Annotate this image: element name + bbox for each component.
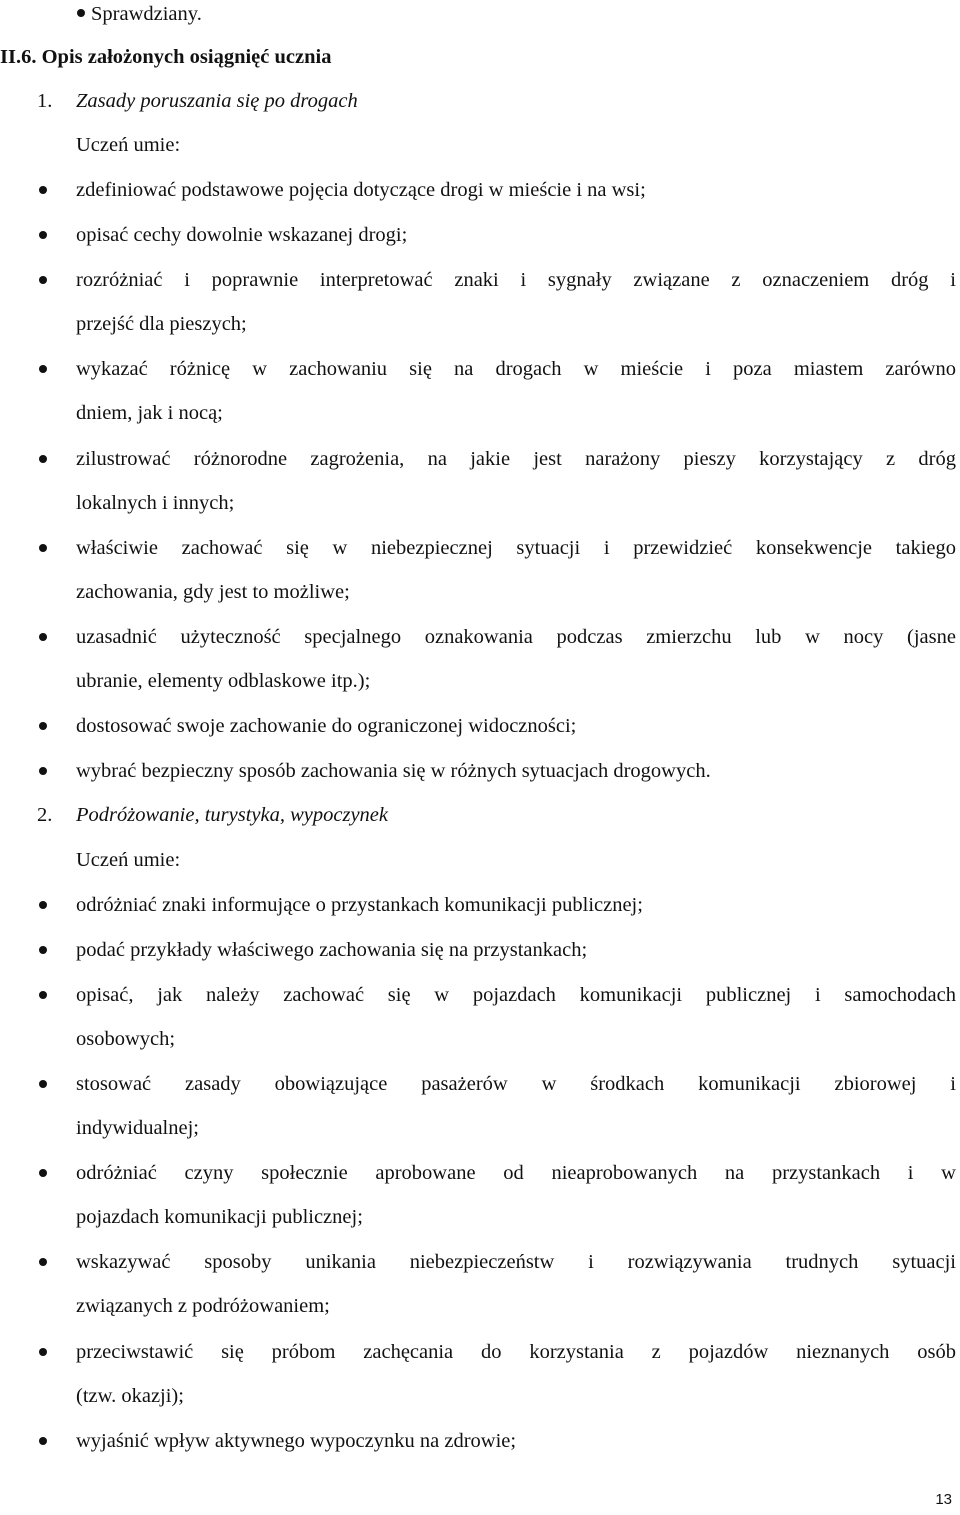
bullet-icon bbox=[39, 1348, 47, 1356]
list-item-continuation: pojazdach komunikacji publicznej; bbox=[76, 1206, 363, 1228]
bullet-icon bbox=[39, 544, 47, 552]
list-item: uzasadnić użyteczność specjalnego oznakowania podczas zmierzchu lub w nocy (jasne bbox=[76, 626, 956, 648]
bullet-icon bbox=[39, 901, 47, 909]
part2-title: Podróżowanie, turystyka, wypoczynek bbox=[76, 804, 388, 826]
list-item: dostosować swoje zachowanie do ograniczonej widoczności; bbox=[76, 715, 577, 737]
list-item: zilustrować różnorodne zagrożenia, na jakie jest narażony pieszy korzystający z dróg bbox=[76, 448, 956, 470]
list-item: wskazywać sposoby unikania niebezpieczeństw i rozwiązywania trudnych sytuacji bbox=[76, 1251, 956, 1273]
list-item-continuation: związanych z podróżowaniem; bbox=[76, 1295, 330, 1317]
bullet-icon bbox=[39, 365, 47, 373]
list-item-continuation: przejść dla pieszych; bbox=[76, 313, 247, 335]
bullet-icon bbox=[39, 722, 47, 730]
section-number: II.6. bbox=[0, 46, 37, 68]
list-item: stosować zasady obowiązujące pasażerów w środkach komunikacji zbiorowej i bbox=[76, 1073, 956, 1095]
bullet-icon bbox=[39, 1437, 47, 1445]
bullet-icon bbox=[39, 276, 47, 284]
part1-number: 1. bbox=[37, 90, 53, 112]
list-item: właściwie zachować się w niebezpiecznej sytuacji i przewidzieć konsekwencje takiego bbox=[76, 537, 956, 559]
list-item-continuation: indywidualnej; bbox=[76, 1117, 199, 1139]
list-item: opisać, jak należy zachować się w pojazdach komunikacji publicznej i samochodach bbox=[76, 984, 956, 1006]
bullet-icon bbox=[39, 1258, 47, 1266]
top-bullet-text: Sprawdziany. bbox=[91, 3, 202, 25]
bullet-icon bbox=[39, 991, 47, 999]
bullet-icon bbox=[39, 186, 47, 194]
list-item: wybrać bezpieczny sposób zachowania się w różnych sytuacjach drogowych. bbox=[76, 760, 711, 782]
bullet-icon bbox=[39, 946, 47, 954]
list-item-continuation: osobowych; bbox=[76, 1028, 176, 1050]
part2-number: 2. bbox=[37, 804, 53, 826]
bullet-icon bbox=[39, 767, 47, 775]
list-item: wykazać różnicę w zachowaniu się na drogach w mieście i poza miastem zarówno bbox=[76, 358, 956, 380]
bullet-icon bbox=[77, 9, 85, 17]
list-item-continuation: lokalnych i innych; bbox=[76, 492, 235, 514]
list-item: wyjaśnić wpływ aktywnego wypoczynku na zdrowie; bbox=[76, 1430, 517, 1452]
list-item: przeciwstawić się próbom zachęcania do korzystania z pojazdów nieznanych osób bbox=[76, 1341, 956, 1363]
part2-intro: Uczeń umie: bbox=[76, 849, 181, 871]
bullet-icon bbox=[39, 1080, 47, 1088]
section-heading bbox=[0, 42, 331, 72]
page-number: 13 bbox=[935, 1491, 952, 1508]
bullet-icon bbox=[39, 231, 47, 239]
section-title: Opis założonych osiągnięć ucznia bbox=[41, 46, 332, 68]
list-item: odróżniać czyny społecznie aprobowane od nieaprobowanych na przystankach i w bbox=[76, 1162, 956, 1184]
list-item: zdefiniować podstawowe pojęcia dotyczące drogi w mieście i na wsi; bbox=[76, 179, 646, 201]
list-item-continuation: zachowania, gdy jest to możliwe; bbox=[76, 581, 350, 603]
bullet-icon bbox=[39, 633, 47, 641]
bullet-icon bbox=[39, 455, 47, 463]
bullet-icon bbox=[39, 1169, 47, 1177]
list-item-continuation: (tzw. okazji); bbox=[76, 1385, 184, 1407]
list-item-continuation: ubranie, elementy odblaskowe itp.); bbox=[76, 670, 371, 692]
part1-intro: Uczeń umie: bbox=[76, 134, 181, 156]
list-item: podać przykłady właściwego zachowania się na przystankach; bbox=[76, 939, 588, 961]
list-item: opisać cechy dowolnie wskazanej drogi; bbox=[76, 224, 408, 246]
list-item: rozróżniać i poprawnie interpretować znaki i sygnały związane z oznaczeniem dróg i bbox=[76, 269, 956, 291]
list-item-continuation: dniem, jak i nocą; bbox=[76, 402, 223, 424]
list-item: odróżniać znaki informujące o przystankach komunikacji publicznej; bbox=[76, 894, 643, 916]
part1-title: Zasady poruszania się po drogach bbox=[76, 90, 358, 112]
